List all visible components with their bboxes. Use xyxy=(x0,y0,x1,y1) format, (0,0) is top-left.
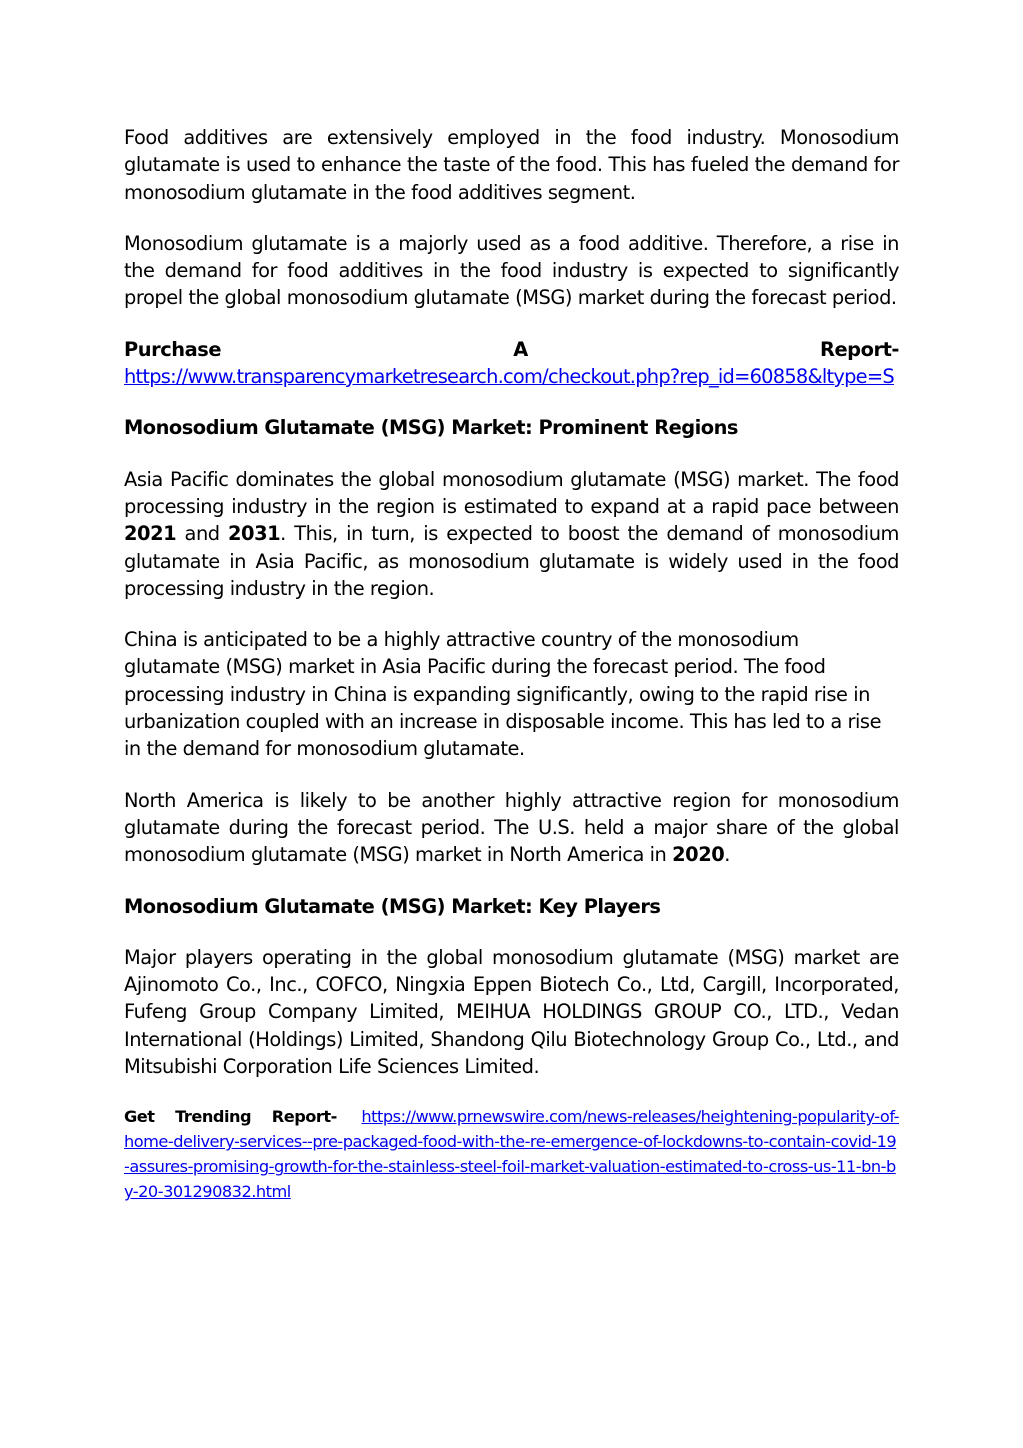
purchase-word-3: Report- xyxy=(819,337,899,361)
regions-heading: Monosodium Glutamate (MSG) Market: Prominent Regions xyxy=(124,416,738,440)
regions-paragraph-1 xyxy=(124,466,899,602)
regions-p1-text-c: . This, in turn, is expected to boost the demand of monosodium glutamate in Asia Pacific, as monosodium glutamate is widely used in the food processing industry in the region. xyxy=(124,522,899,600)
regions-p1-text-a: Asia Pacific dominates the global monosodium glutamate (MSG) market. The food processing industry in the region is estimated to expand at a rapid pace between xyxy=(124,467,899,518)
regions-p3-text-a: North America is likely to be another highly attractive region for monosodium glutamate during the forecast period. The U.S. held a major share of the global monosodium glutamate (MSG) market in North America in xyxy=(124,788,899,867)
purchase-block xyxy=(124,336,899,391)
regions-p1-text-b: and xyxy=(176,522,228,546)
intro-paragraph-2: Monosodium glutamate is a majorly used as a food additive. Therefore, a rise in the demand for food additives in the food industry is expected to significantly propel the global monosodium glutamate (MSG) market during the forecast period. xyxy=(124,231,899,310)
year-start: 2021 xyxy=(124,522,177,546)
document-page xyxy=(124,124,899,1228)
regions-p3-text-b: . xyxy=(724,843,731,867)
year-end: 2031 xyxy=(228,522,281,546)
regions-paragraph-3 xyxy=(124,787,899,869)
purchase-word-1: Purchase xyxy=(124,337,222,361)
year-share: 2020 xyxy=(672,843,725,867)
trending-report-label: Get Trending Report- xyxy=(124,1107,337,1127)
regions-paragraph-2: China is anticipated to be a highly attractive country of the monosodium glutamate (MSG) market in Asia Pacific during the forecast period. The food processing industry in China is expanding significantly, owing to the rapid rise in urbanization coupled with an increase in disposable income. This has led to a rise in the demand for monosodium glutamate. xyxy=(124,628,882,761)
players-heading: Monosodium Glutamate (MSG) Market: Key Players xyxy=(124,894,661,918)
trending-report-block xyxy=(124,1104,899,1204)
purchase-report-link[interactable]: https://www.transparencymarketresearch.com/checkout.php?rep_id=60858&ltype=S xyxy=(124,365,894,389)
intro-paragraph-1: Food additives are extensively employed in the food industry. Monosodium glutamate is used to enhance the taste of the food. This has fueled the demand for monosodium glutamate in the food additives segment. xyxy=(124,126,899,204)
purchase-word-2: A xyxy=(513,337,528,361)
trending-report-link[interactable]: https://www.prnewswire.com/news-releases/heightening-popularity-of-home-delivery-services--pre-packaged-food-with-the-re-emergence-of-lockdowns-to-contain-covid-19-assures-promising-growth-for-the-stainless-steel-foil-market-valuation-estimated-to-cross-us-11-bn-by-20-301290832.html xyxy=(124,1107,899,1202)
purchase-label xyxy=(124,336,899,363)
players-paragraph: Major players operating in the global monosodium glutamate (MSG) market are Ajinomoto Co., Inc., COFCO, Ningxia Eppen Biotech Co., Ltd, Cargill, Incorporated, Fufeng Group Company Limited, MEIHUA HOLDINGS GROUP CO., LTD., Vedan International (Holdings) Limited, Shandong Qilu Biotechnology Group Co., Ltd., and Mitsubishi Corporation Life Sciences Limited. xyxy=(124,945,899,1079)
